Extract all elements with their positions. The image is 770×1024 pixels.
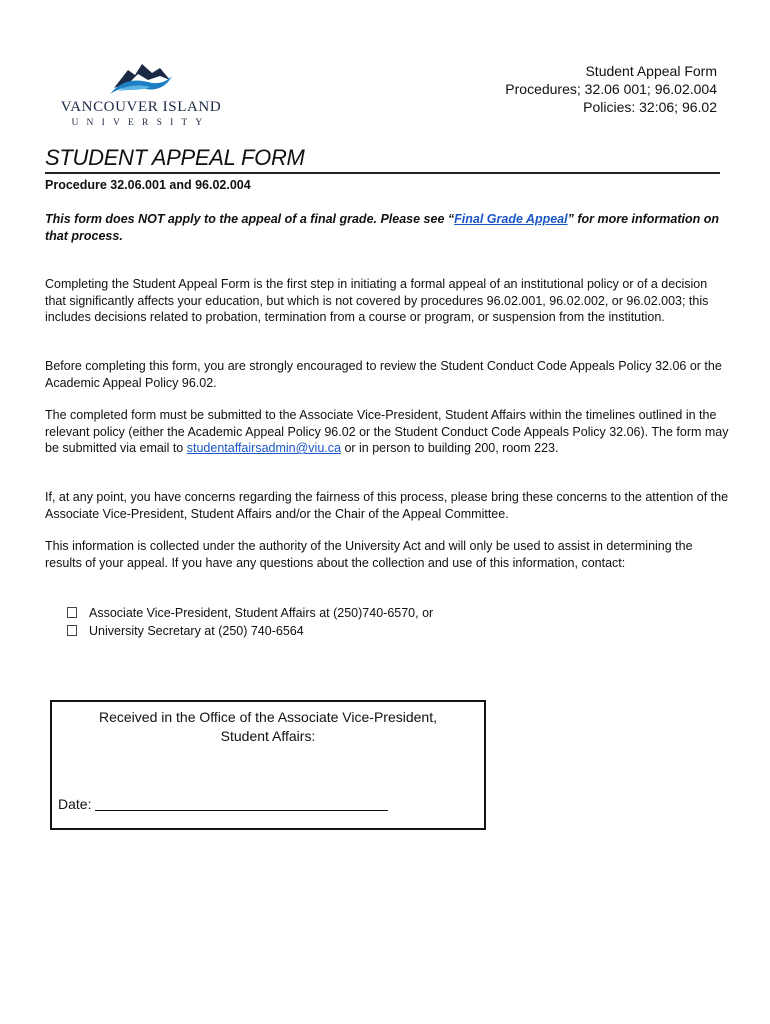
form-reference [505, 62, 717, 116]
title-divider [45, 172, 720, 174]
submission-text-after: or in person to building 200, room 223. [340, 441, 559, 455]
procedure-subtitle: Procedure 32.06.001 and 96.02.004 [45, 178, 251, 192]
office-box-title-line1: Received in the Office of the Associate Vice-President, [98, 709, 437, 725]
logo-university-name: VANCOUVER ISLAND [60, 99, 222, 115]
viu-logo [54, 58, 234, 132]
student-affairs-email-link[interactable]: studentaffairsadmin@viu.ca [186, 441, 341, 455]
ref-line-form: Student Appeal Form [585, 63, 717, 79]
contact-secretary: University Secretary at (250) 740-6564 [89, 624, 304, 638]
office-box-title-line2: Student Affairs: [220, 728, 316, 744]
ref-line-procedures: Procedures; 32.06 001; 96.02.004 [505, 81, 717, 97]
fairness-paragraph: If, at any point, you have concerns regarding the fairness of this process, please bring these concerns to the attention of the Associate Vice-President, Student Affairs and/or the Chair of the Appeal Committee. [45, 490, 729, 521]
office-use-box [50, 700, 486, 830]
date-field[interactable] [95, 796, 388, 811]
list-item [67, 622, 433, 640]
intro-paragraph: Completing the Student Appeal Form is the first step in initiating a formal appeal of an institutional policy or of a decision that significantly affects your education, but which is not covered by procedures 96.02.001, 96.02.002, or 96.02.003; this includes decisions related to probation, termination from a course or program, or suspension from the institution. [45, 277, 709, 324]
notice-text-after: ” for more information on that process. [45, 212, 719, 243]
logo-university-subtitle: UNIVERSITY [71, 118, 211, 128]
received-date-row [58, 796, 388, 812]
ref-line-policies: Policies: 32:06; 96.02 [583, 99, 717, 115]
notice-text-before: This form does NOT apply to the appeal of a final grade. Please see “ [45, 212, 455, 226]
date-label: Date: [58, 796, 92, 812]
privacy-paragraph: This information is collected under the authority of the University Act and will only be used to assist in determining the results of your appeal. If you have any questions about the collection and use of this information, contact: [45, 539, 693, 570]
contact-list [67, 604, 433, 640]
page-title: STUDENT APPEAL FORM [45, 145, 305, 170]
submission-text-before: The completed form must be submitted to the Associate Vice-President, Student Affairs within the timelines outlined in the relevant policy (either the Academic Appeal Policy 96.02 or the Student Conduct Code Appeals Policy 32.06). The form may be submitted via email to [45, 408, 729, 455]
contact-avp: Associate Vice-President, Student Affairs at (250)740-6570, or [89, 606, 434, 620]
square-bullet-icon [67, 607, 77, 618]
list-item [67, 604, 433, 622]
mountain-wave-icon [108, 58, 174, 98]
final-grade-appeal-link[interactable]: Final Grade Appeal [454, 212, 568, 226]
final-grade-notice [45, 211, 725, 245]
office-box-title [52, 708, 484, 746]
review-policy-paragraph: Before completing this form, you are strongly encouraged to review the Student Conduct Code Appeals Policy 32.06 or the Academic Appeal Policy 96.02. [45, 359, 722, 390]
submission-paragraph [45, 407, 731, 457]
square-bullet-icon [67, 625, 77, 636]
